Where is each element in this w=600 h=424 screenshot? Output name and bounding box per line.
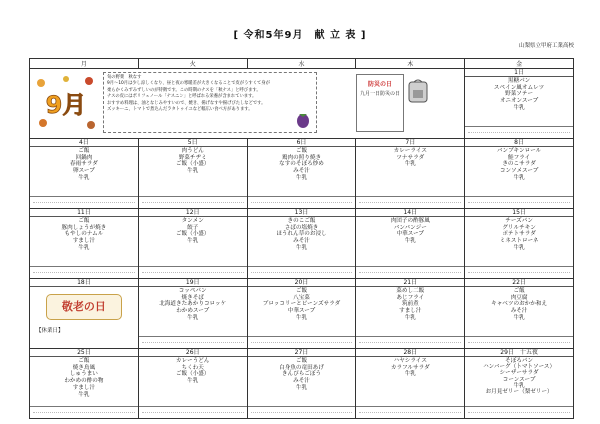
menu-item: 春雨サラダ [69,161,98,168]
menu-item: 豚肉しょうが焼き [61,224,107,231]
menu-item: 牛乳 [78,244,90,251]
menu-item: 肉団子の酢豚風 [390,218,430,224]
menu-item: もやしのナムル [64,231,104,238]
day-menu [465,147,573,182]
menu-item: なすのそぼろ炒め [279,161,324,168]
menu-item: ほうれん草のお浸し [276,231,327,238]
month-art [33,71,99,135]
weekday-fri: 金 [465,59,574,69]
day-menu [30,147,138,182]
menu-item: 八宝菜 [293,294,310,301]
menu-item: カレーライス [393,148,427,154]
day-date: 13日 [248,209,356,217]
day-menu [356,147,464,168]
menu-item: 鮭フライ [507,154,531,161]
menu-item: しゅうまい [69,371,98,378]
nutrition-box [30,406,138,418]
day-date: 21日 [356,279,464,287]
menu-item: 菜めし二飯 [396,288,425,294]
menu-item: ご飯（小盛） [175,371,210,378]
nutrition-box [465,406,573,418]
menu-item: チーズパン [505,218,533,224]
day-date: 25日 [30,349,138,357]
menu-item: 中華スープ [287,308,316,315]
menu-item: 牛乳 [78,174,90,181]
day-menu [356,357,464,378]
day-date: 1日 [465,69,573,77]
menu-item: ご飯 [78,218,90,224]
menu-item: すまし汁 [72,238,96,245]
day-menu [139,357,247,385]
keirou-art [46,294,122,320]
day-date: 11日 [30,209,138,217]
menu-item: 牛乳 [295,314,308,321]
day-menu [30,357,138,398]
holiday-note: 【休業日】 [36,328,64,334]
nutrition-box [356,406,464,418]
day-cell-7 [356,139,465,209]
menu-item: 肉うどん [181,148,204,154]
menu-item: ご飯（小盛） [175,231,210,238]
day-date: 4日 [30,139,138,147]
day-cell-22 [465,279,574,349]
nutrition-box [30,266,138,278]
day-cell-8 [465,139,574,209]
day-menu [30,217,138,252]
day-date: 7日 [356,139,464,147]
menu-item: ご飯 [513,288,525,294]
menu-item: 牛乳 [404,371,416,378]
nutrition-box [248,336,356,348]
menu-item: タンメン [181,218,204,224]
keirou-art-text: 敬老の日 [61,300,106,313]
menu-item: 牛乳 [295,174,308,181]
day-cell-13 [247,209,356,279]
menu-item: ご飯 [295,288,308,294]
seasonal-note-box [103,72,317,133]
day-date-18: 18日 [30,279,138,287]
leaf-deco-3 [39,119,47,127]
menu-item: 牛乳 [404,314,416,321]
weekday-header-row [30,59,574,69]
nutrition-box [465,336,573,348]
day-cell-27 [247,349,356,419]
menu-item: バンバンジー [393,224,427,231]
day-cell-20 [247,279,356,349]
menu-item: ちくわ天 [181,364,204,371]
menu-item: 牛乳 [187,378,199,385]
menu-item: 筑前煮 [401,301,419,308]
menu-item: オニオンスープ [499,98,539,105]
day-cell-21 [356,279,465,349]
menu-item: ハンバーグ（トマトソース） [483,364,556,371]
day-cell-25 [30,349,139,419]
day-cell-26 [138,349,247,419]
menu-item: きのこご飯 [287,218,316,224]
day-date: 8日 [465,139,573,147]
nutrition-box [139,266,247,278]
day-date: 12日 [139,209,247,217]
menu-item: 肉豆腐 [510,294,528,301]
menu-item: ご飯 [78,148,90,154]
menu-item: あじフライ [396,294,425,301]
day-cell-6 [247,139,356,209]
leaf-deco-5 [63,76,69,82]
day-date: 15日 [465,209,573,217]
week-row-3 [30,209,574,279]
menu-item: さばの塩焼き [284,224,319,231]
day-date: 22日 [465,279,573,287]
day-menu [139,217,247,245]
menu-item: 焼き鳥風 [72,364,96,371]
menu-item: ご飯 [295,148,308,154]
day-date: 5日 [139,139,247,147]
menu-item: ツナサラダ [396,154,425,161]
menu-item: みそ汁 [510,308,528,315]
menu-item: すまし汁 [399,308,422,315]
menu-item: 鶏肉の照り焼き [281,154,322,161]
menu-item: 焼きそば [181,294,204,301]
menu-item: 牛乳 [187,238,199,245]
weekday-thu: 木 [356,59,465,69]
menu-item: スペイン風オムレツ [493,84,545,91]
menu-item: 卵スープ [72,168,95,175]
day-cell-28 [356,349,465,419]
day-date: 28日 [356,349,464,357]
menu-item: ミネストローネ [499,238,539,245]
menu-item: わかめスープ [176,308,210,315]
nutrition-box [139,196,247,208]
menu-item: シーザーサラダ [499,370,539,377]
day-date: 6日 [248,139,356,147]
day-cell-15 [465,209,574,279]
nutrition-box [356,266,464,278]
day-date: 20日 [248,279,356,287]
day-menu [248,287,356,322]
menu-item: ポテトサラダ [502,231,536,238]
weekday-tue: 火 [138,59,247,69]
menu-item: ご飯 [295,358,308,364]
leaf-deco-2 [85,77,93,85]
week-row-4 [30,279,574,349]
menu-item: カレーうどん [175,358,210,364]
day-menu [248,357,356,392]
weekday-wed: 水 [247,59,356,69]
day-cell-19 [138,279,247,349]
nutrition-box [465,266,573,278]
menu-item: そぼろパン [505,358,534,364]
keirou-cell [30,279,139,349]
menu-item: ブロッコリーとビーンズサラダ [262,301,341,308]
day-menu [139,147,247,175]
day-date: 27日 [248,349,356,357]
leaf-deco-1 [37,79,45,87]
menu-item: キャベツのおかか和え [491,301,548,308]
week-row-2 [30,139,574,209]
menu-item: きんぴらごぼう [281,371,322,378]
week-row-5 [30,349,574,419]
menu-item: ご飯 [78,358,90,364]
menu-item: みそ汁 [293,238,310,245]
menu-item: ご飯（小盛） [175,161,210,168]
menu-item: みそ汁 [293,168,310,175]
menu-calendar [29,58,574,419]
menu-item: 野菜ソテー [505,91,534,98]
day-menu [465,217,573,252]
menu-item: 牛乳 [513,314,525,321]
day-date: 26日 [139,349,247,357]
banner-cell [30,69,465,139]
menu-item: コンソメスープ [499,168,539,175]
menu-item: わかめの酢の物 [64,378,104,385]
menu-item: 牛乳 [404,161,416,168]
menu-item: バンブキンロール [496,148,542,154]
menu-item: 白身魚の竜田あげ [279,364,324,371]
nutrition-box [139,336,247,348]
menu-item: 北海道きたあかりコロッケ [159,301,227,308]
menu-item: みそ汁 [293,378,310,385]
menu-item: 牛乳 [187,168,199,175]
menu-item: 牛乳 [513,104,525,111]
menu-item: 回鍋肉 [75,154,93,161]
day-menu [356,287,464,322]
nutrition-box [248,196,356,208]
menu-item: コーンスープ [502,376,536,383]
menu-item: 牛乳 [513,382,525,389]
menu-item: 黒糖パン [507,78,531,84]
menu-item: 牛乳 [78,391,90,398]
nutrition-box [248,266,356,278]
leaf-deco-4 [87,121,95,129]
nutrition-box [248,406,356,418]
day-menu [465,357,573,395]
menu-item: お月見ゼリー（梨ゼリー） [485,389,553,396]
menu-item: コッペパン [178,288,207,294]
page-title: [ 令和5年9月 献 立 表 ] [233,30,367,41]
day-date: 19日 [139,279,247,287]
day-menu [248,147,356,182]
menu-item: きのこサラダ [502,161,536,168]
menu-item: 中華スープ [396,231,424,238]
seasonal-note: 旬の野菜 秋なす 9月～10月は少し涼しくなり、昼と夜の寒暖差が大きくなることで皮がうすくて身が 柔らかくみずみずしいのが特徴です。この時期のナスを「秋ナス」と呼びます。 ナスの皮にはポリフェノール「ナスニン」と呼ばれる栄養が含まれています。 おすすめ料理は、油となじみやすいので、焼き、揚げなすや揚げびたしなどです。 ズッキーニ、トマトで煮込んだラタトゥイユなど幅広い食べ方があります。 [107,75,270,113]
month-art-text: 9月 [45,91,87,119]
nutrition-box [465,196,573,208]
menu-item: 牛乳 [404,238,416,245]
day-menu [248,217,356,252]
day-date: 14日 [356,209,464,217]
menu-item: 牛乳 [513,244,525,251]
weekday-mon: 月 [30,59,139,69]
nutrition-box [465,126,573,138]
nutrition-box [356,336,464,348]
nutrition-box [139,406,247,418]
bousai-sign [356,74,404,132]
emergency-backpack-icon [407,78,429,104]
menu-item: 牛乳 [295,384,308,391]
school-name: 山梨県立甲府工業高校 [518,43,574,49]
menu-item: 野菜チヂミ [178,154,207,161]
menu-item: カラフルサラダ [390,364,430,371]
day-cell-29 [465,349,574,419]
day-cell-5 [138,139,247,209]
bousai-title: 防災の日 [367,81,392,88]
day-cell-1 [465,69,574,139]
day-cell-11 [30,209,139,279]
nutrition-box [356,196,464,208]
day-menu [356,217,464,245]
menu-item: ハヤシライス [393,358,427,364]
menu-item: 牛乳 [513,174,525,181]
week-row-1 [30,69,574,139]
day-menu [465,287,573,322]
nutrition-box [30,196,138,208]
day-cell-4 [30,139,139,209]
bousai-text: 九月一日防災の日 [359,91,400,97]
menu-item: グリルチキン [502,224,536,231]
menu-item: 牛乳 [295,244,308,251]
menu-item: 牛乳 [187,314,199,321]
menu-item: すまし汁 [72,384,96,391]
menu-item: 餃子 [187,224,199,231]
day-date: 29日 十五夜 [465,349,573,357]
day-menu [465,77,573,112]
eggplant-icon [293,109,313,129]
day-cell-12 [138,209,247,279]
day-menu [139,287,247,322]
day-cell-14 [356,209,465,279]
